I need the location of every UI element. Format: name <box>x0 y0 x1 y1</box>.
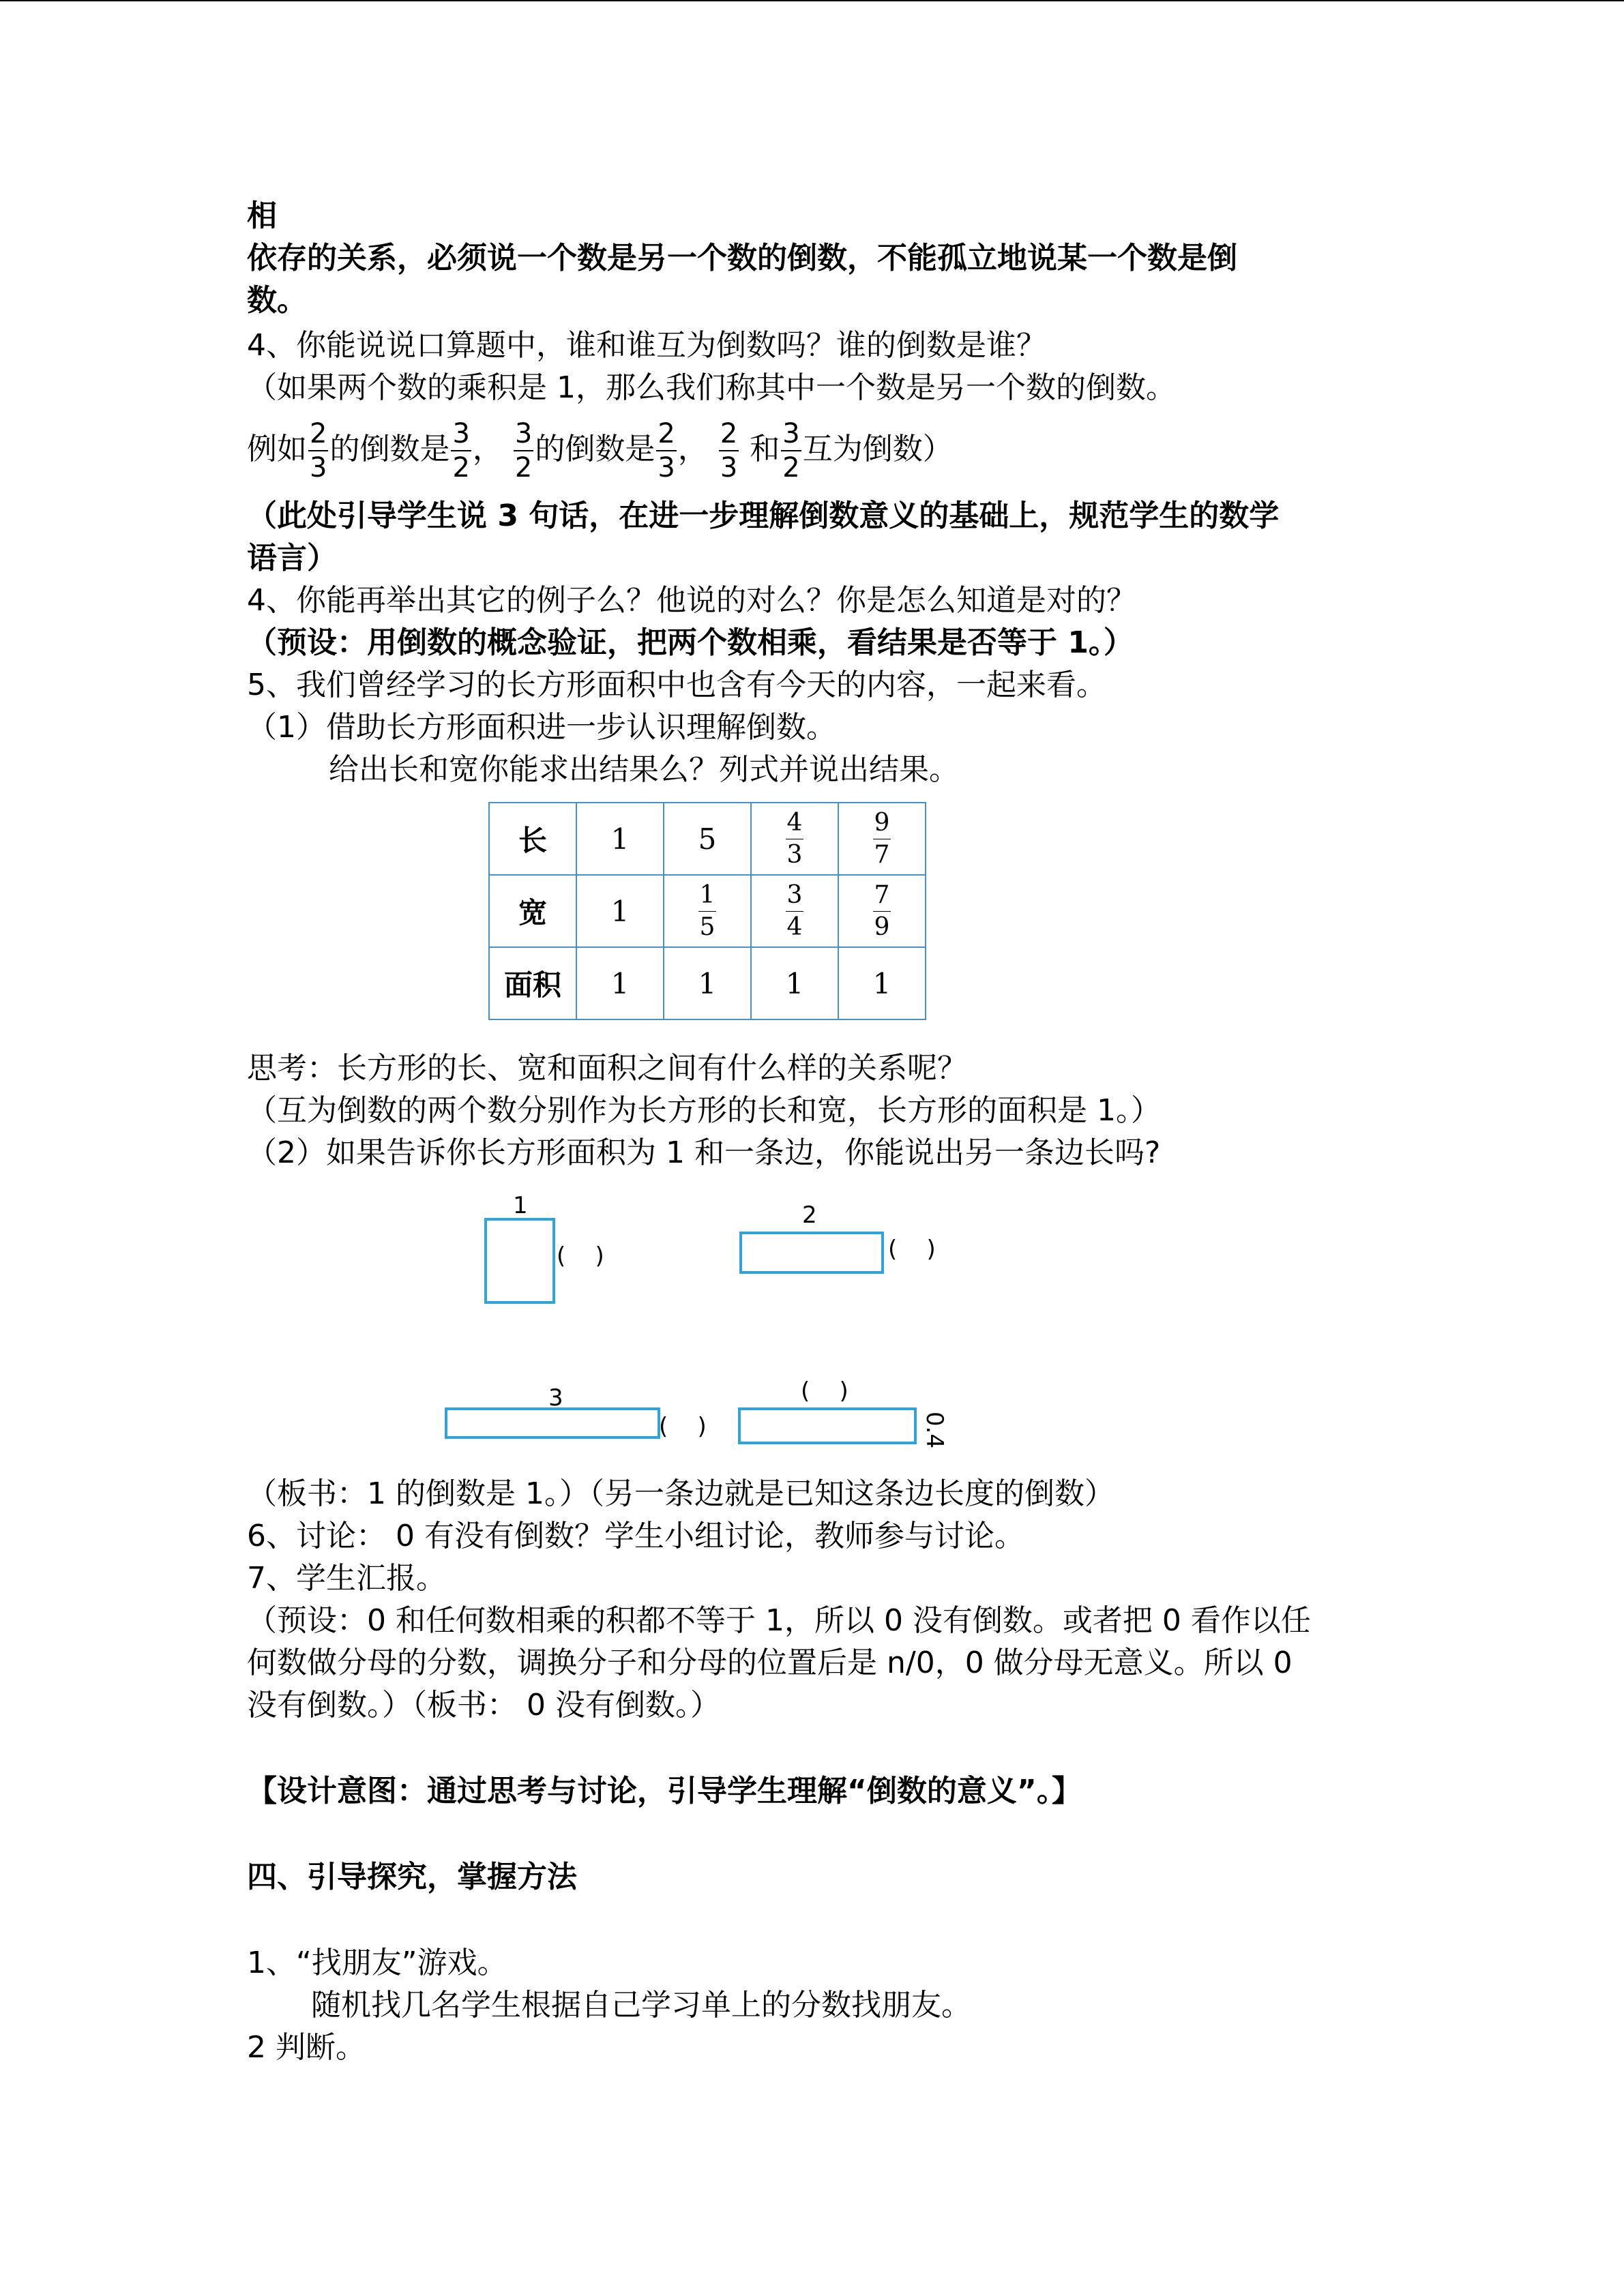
text-line: 5、我们曾经学习的长方形面积中也含有今天的内容，一起来看。 <box>247 668 1106 702</box>
text-line: （2）如果告诉你长方形面积为 1 和一条边，你能说出另一条边长吗? <box>247 1135 1161 1170</box>
text-line: 相 <box>247 198 277 233</box>
section-heading: 四、引导探究，掌握方法 <box>247 1860 577 1894</box>
answer-blank: ( ) <box>659 1413 707 1440</box>
table-cell: 1 <box>576 875 664 947</box>
table-cell: 1 <box>751 947 838 1019</box>
row-header: 宽 <box>489 875 576 947</box>
text-line: 7、学生汇报。 <box>247 1561 446 1596</box>
rectangle-3 <box>445 1407 660 1439</box>
rectangle-table <box>488 802 926 1020</box>
fraction: $\frac{3}{2}$ <box>514 418 533 483</box>
rect3-label: 3 <box>548 1384 563 1412</box>
text-line: 随机找几名学生根据自己学习单上的分数找朋友。 <box>311 1988 971 2023</box>
table-row-area <box>489 947 926 1019</box>
text-line: 给出长和宽你能求出结果么？列式并说出结果。 <box>329 752 959 787</box>
rect1-label: 1 <box>513 1192 528 1219</box>
text-line: 4、你能说说口算题中，谁和谁互为倒数吗？谁的倒数是谁？ <box>247 328 1046 363</box>
text-line: 思考：长方形的长、宽和面积之间有什么样的关系呢？ <box>247 1051 967 1086</box>
table-cell: 1 <box>664 947 751 1019</box>
text-line: 没有倒数。）（板书： 0 没有倒数。） <box>247 1688 720 1723</box>
table-cell: $\frac{9}{7}$ <box>838 803 926 875</box>
text-line: （互为倒数的两个数分别作为长方形的长和宽，长方形的面积是 1。） <box>247 1093 1161 1128</box>
table-cell: $\frac{4}{3}$ <box>751 803 838 875</box>
text-line: （预设：用倒数的概念验证，把两个数相乘，看结果是否等于 1。） <box>247 625 1134 660</box>
rect4-label: 0.4 <box>921 1412 948 1449</box>
rectangle-2 <box>739 1232 884 1274</box>
answer-blank: ( ) <box>801 1377 848 1405</box>
fraction: $\frac{3}{2}$ <box>452 418 470 483</box>
text-line: 数。 <box>247 283 307 318</box>
text-line: （板书：1 的倒数是 1。）（另一条边就是已知这条边长度的倒数） <box>247 1476 1114 1511</box>
text-line: （预设：0 和任何数相乘的积都不等于 1，所以 0 没有倒数。或者把 0 看作以任 <box>247 1603 1311 1638</box>
table-cell: 1 <box>576 803 664 875</box>
fraction: $\frac{2}{3}$ <box>720 418 738 483</box>
table-cell: $\frac{3}{4}$ <box>751 875 838 947</box>
example-prefix: 例如 <box>247 432 307 466</box>
rectangle-4 <box>738 1407 917 1444</box>
fraction: $\frac{3}{2}$ <box>782 418 800 483</box>
text-line: （此处引导学生说 3 句话，在进一步理解倒数意义的基础上，规范学生的数学 <box>247 498 1280 533</box>
text-line: 何数做分母的分数，调换分子和分母的位置后是 n/0，0 做分母无意义。所以 0 <box>247 1645 1293 1680</box>
text-line: （如果两个数的乘积是 1，那么我们称其中一个数是另一个数的倒数。 <box>247 370 1176 405</box>
table-cell: $\frac{7}{9}$ <box>838 875 926 947</box>
fraction: $\frac{2}{3}$ <box>658 418 675 483</box>
text-line: 2 判断。 <box>247 2030 366 2065</box>
row-header: 面积 <box>489 947 576 1019</box>
table-row-width <box>489 875 926 947</box>
text-line: 6、讨论： 0 有没有倒数？学生小组讨论，教师参与讨论。 <box>247 1519 1024 1553</box>
example-text: 的倒数是 <box>329 432 450 466</box>
table-cell: 5 <box>664 803 751 875</box>
table-cell: 1 <box>576 947 664 1019</box>
answer-blank: ( ) <box>888 1236 936 1263</box>
design-intent: 【设计意图：通过思考与讨论，引导学生理解“倒数的意义”。】 <box>247 1774 1082 1808</box>
text-line: （1）借助长方形面积进一步认识理解倒数。 <box>247 710 836 745</box>
row-header: 长 <box>489 803 576 875</box>
example-text: 的倒数是 <box>535 432 655 466</box>
table-cell: $\frac{1}{5}$ <box>664 875 751 947</box>
example-line: 例如 $\frac{2}{3}$ 的倒数是 $\frac{3}{2}$ ， $\frac{3}{2}$ 的倒数是 $\frac{2}{3}$ ， $\frac{2}{3}$ 和 $\frac{3}{2}$ 互为倒数） <box>247 418 953 483</box>
answer-blank: ( ) <box>557 1242 604 1270</box>
page-top-border <box>0 0 1624 1</box>
text-line: 4、你能再举出其它的例子么？他说的对么？你是怎么知道是对的？ <box>247 583 1136 618</box>
table-row-length <box>489 803 926 875</box>
fraction: $\frac{2}{3}$ <box>310 418 327 483</box>
text-line: 语言） <box>247 541 337 576</box>
example-suffix: 互为倒数） <box>802 432 953 466</box>
rect2-label: 2 <box>802 1202 817 1229</box>
text-line: 1、“找朋友”游戏。 <box>247 1945 507 1980</box>
rectangle-1 <box>484 1218 555 1304</box>
table-cell: 1 <box>838 947 926 1019</box>
text-line: 依存的关系，必须说一个数是另一个数的倒数，不能孤立地说某一个数是倒 <box>247 241 1237 275</box>
